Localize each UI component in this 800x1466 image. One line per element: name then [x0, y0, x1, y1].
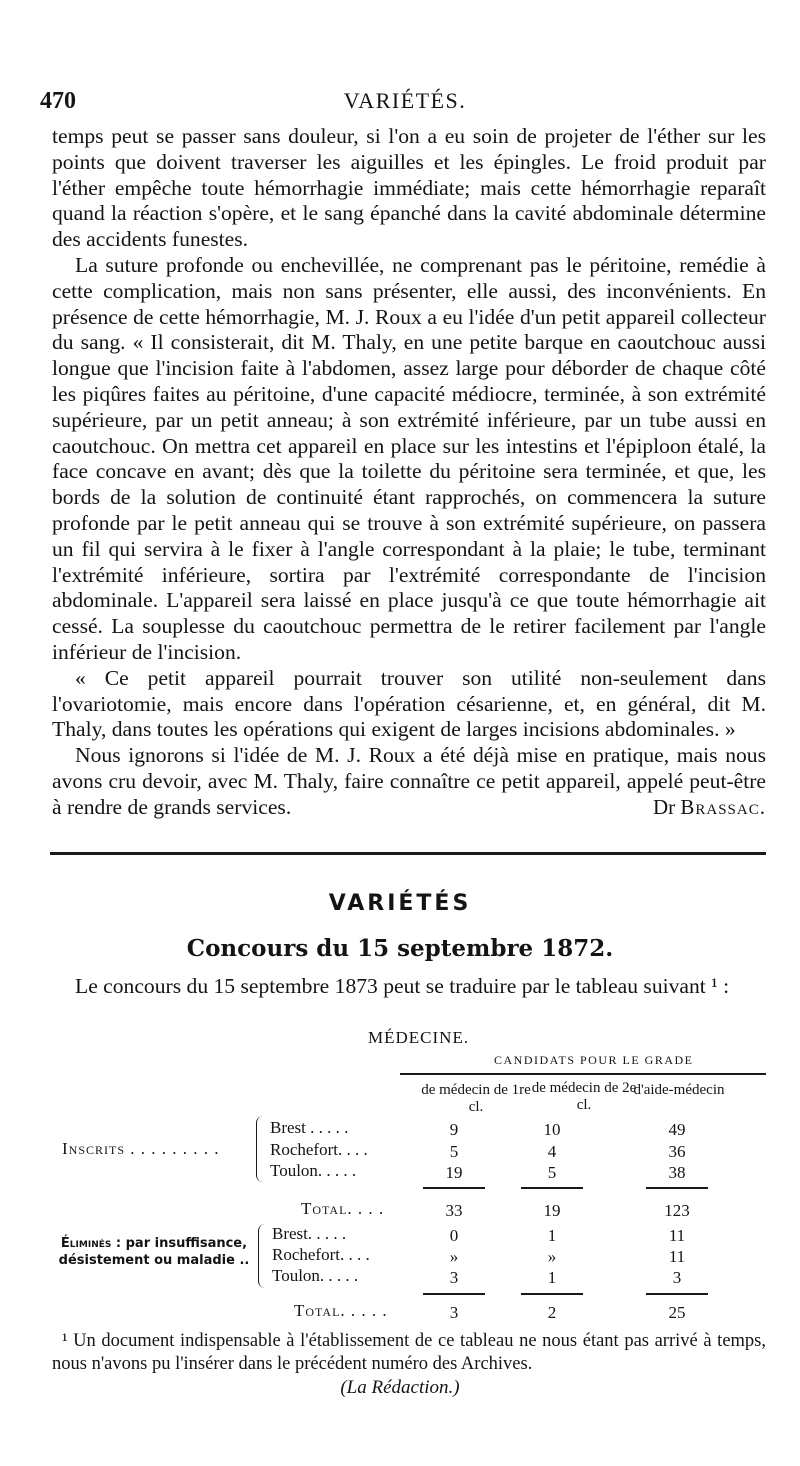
table-cell: 19	[445, 1163, 463, 1182]
table-cell: 5	[547, 1163, 557, 1182]
column-header-1: de médecin de 1re cl.	[421, 1082, 531, 1115]
table-cell: 123	[664, 1201, 690, 1220]
total-rule	[423, 1187, 485, 1189]
table-cell: 38	[668, 1163, 686, 1182]
paragraph-4-text: Nous ignorons si l'idée de M. J. Roux a été déjà mise en pratique, mais nous avons cru devoir, avec M. Thaly, faire connaître ce petit appareil, appelé peut-être à rendre de grands services.	[52, 743, 766, 819]
table-cell: 49	[668, 1120, 686, 1139]
page-number: 470	[40, 88, 76, 114]
subsection-title: Concours du 15 septembre 1872.	[186, 935, 614, 962]
table-cell: 25	[668, 1303, 686, 1322]
paragraph-4	[52, 743, 766, 820]
signature-name: Brassac.	[680, 794, 766, 819]
inscrits-brace	[256, 1116, 263, 1182]
table-group-header: CANDIDATS POUR LE GRADE	[494, 1053, 694, 1067]
table-top-rule	[400, 1073, 766, 1075]
table-cell: 2	[547, 1303, 557, 1322]
row-place: Toulon	[272, 1266, 320, 1285]
table-cell: 11	[668, 1247, 686, 1266]
elimines-sub2: désistement ou maladie ..	[58, 1253, 250, 1268]
table-cell: 0	[449, 1226, 459, 1245]
running-head	[40, 88, 770, 118]
table-cell: 9	[449, 1120, 459, 1139]
table-cell: 36	[668, 1142, 686, 1161]
table-cell: 11	[668, 1226, 686, 1245]
inscrits-row-rochefort: Rochefort. . . .	[270, 1140, 368, 1159]
intro-text: Le concours du 15 septembre 1873 peut se traduire par le tableau suivant ¹ :	[75, 974, 730, 998]
signature-prefix: Dr	[652, 794, 676, 819]
total-rule	[646, 1187, 708, 1189]
table-cell: 3	[449, 1268, 459, 1287]
elimines-sub1: : par insuffisance,	[115, 1236, 248, 1251]
paragraph-1: temps peut se passer sans douleur, si l'on a eu soin de projeter de l'éther sur les points que doivent traverser les aiguilles et les épingles. Le froid produit par l'éther empêche toute hémorrhagie immédiate; mais cette hémorrhagie reparaît quand la réaction s'opère, et le sang épanché dans la cavité abdominale détermine des accidents funestes.	[52, 124, 766, 252]
table-cell: 10	[543, 1120, 561, 1139]
elimines-row-rochefort: Rochefort. . . .	[272, 1245, 370, 1264]
inscrits-label: Inscrits . . . . . . . . .	[62, 1139, 220, 1158]
inscrits-total-row: Total. . . .	[301, 1199, 385, 1218]
row-place: Rochefort	[272, 1245, 340, 1264]
row-place: Rochefort	[270, 1140, 338, 1159]
section-divider	[50, 852, 766, 855]
inscrits-row-toulon: Toulon. . . . .	[270, 1161, 357, 1180]
table-cell: »	[547, 1247, 557, 1266]
table-cell: »	[449, 1247, 459, 1266]
total-rule	[521, 1187, 583, 1189]
row-place: Brest	[272, 1224, 308, 1243]
table-cell: 33	[445, 1201, 463, 1220]
row-place: Brest	[270, 1118, 306, 1137]
column-header-3: d'aide-médecin	[633, 1082, 725, 1098]
table-cell: 3	[672, 1268, 682, 1287]
footnote-mark: ¹	[62, 1331, 68, 1351]
row-place: Toulon	[270, 1161, 318, 1180]
table-cell: 19	[543, 1201, 561, 1220]
total-rule	[521, 1293, 583, 1295]
article-body	[52, 124, 766, 821]
paragraph-2: La suture profonde ou enchevillée, ne comprenant pas le péritoine, remédie à cette complication, mais non sans présenter, elle aussi, des inconvénients. En présence de cette hémorrhagie, M. J. Roux a eu l'idée d'un petit appareil collecteur du sang. « Il consisterait, dit M. Thaly, en une petite barque en caoutchouc aussi longue que l'incision faite à l'abdomen, assez large pour déborder de chaque côté les piqûres faites au péritoine, d'une capacité médiocre, terminée, à son extrémité supérieure, par un petit anneau; à son extrémité inférieure, par un tube aussi en caoutchouc. On mettra cet appareil en place sur les intestins et l'épiploon étalé, la face concave en avant; dès que la toilette du péritoine sera terminée, et que, les bords de la solution de continuité étant rapprochés, on commencera la suture profonde par le petit anneau qui se trouve à son extrémité supérieure, on passera un fil qui servira à le fixer à l'angle correspondant à la plaie; le tube, terminant l'extrémité inférieure, sortira par l'extrémité correspondante de l'incision abdominale. L'appareil sera laissé en place jusqu'à ce que toute hémorrhagie ait cessé. La souplesse du caoutchouc permettra de le retirer facilement par l'angle inférieur de l'incision.	[52, 252, 766, 664]
table-heading: MÉDECINE.	[368, 1028, 470, 1047]
paragraph-3: « Ce petit appareil pourrait trouver son utilité non-seulement dans l'ovariotomie, mais encore dans l'opération césarienne, et, en général, dit M. Thaly, dans toutes les opérations qui exigent de larges incisions abdominales. »	[52, 665, 766, 742]
total-label: Total	[301, 1199, 348, 1218]
total-label: Total	[294, 1301, 341, 1320]
inscrits-row-brest: Brest . . . . .	[270, 1118, 349, 1137]
column-header-2: de médecin de 2e cl.	[531, 1080, 637, 1113]
running-title: VARIÉTÉS.	[343, 88, 467, 113]
table-cell: 3	[449, 1303, 459, 1322]
section-title: VARIÉTÉS	[328, 891, 472, 916]
footnote-credit: (La Rédaction.)	[340, 1377, 460, 1398]
elimines-label-text: Éliminés	[60, 1236, 112, 1251]
elimines-label	[58, 1235, 250, 1269]
total-rule	[646, 1293, 708, 1295]
total-rule	[423, 1293, 485, 1295]
footnote	[52, 1330, 766, 1376]
table-cell: 5	[449, 1142, 459, 1161]
elimines-row-toulon: Toulon. . . . .	[272, 1266, 359, 1285]
elimines-brace	[258, 1224, 265, 1288]
elimines-row-brest: Brest. . . . .	[272, 1224, 347, 1243]
inscrits-label-text: Inscrits	[62, 1139, 126, 1158]
footnote-text: Un document indispensable à l'établissement de ce tableau ne nous étant pas arrivé à temps, nous n'avons pu l'insérer dans le précédent numéro des Archives.	[52, 1331, 767, 1374]
signature	[630, 795, 766, 821]
table-cell: 4	[547, 1142, 557, 1161]
elimines-total-row: Total. . . . .	[294, 1301, 388, 1320]
table-cell: 1	[547, 1226, 557, 1245]
table-cell: 1	[547, 1268, 557, 1287]
